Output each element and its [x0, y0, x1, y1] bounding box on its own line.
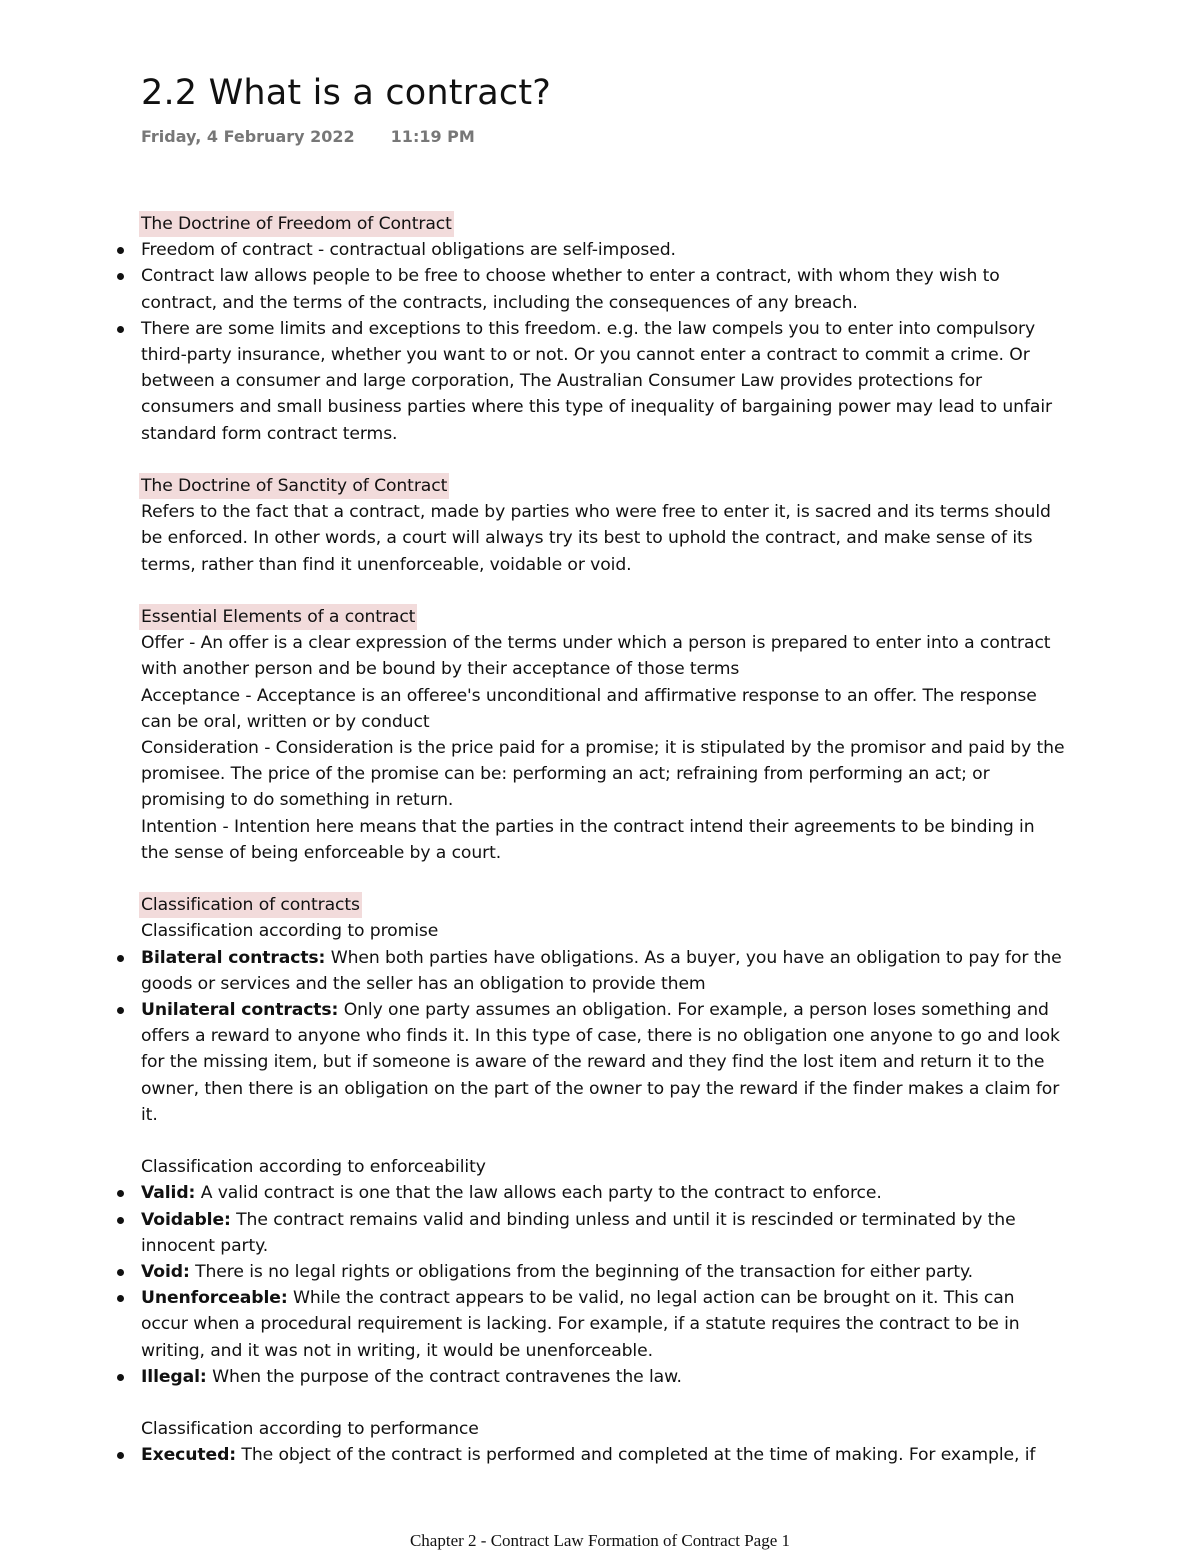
- paragraph: Refers to the fact that a contract, made by parties who were free to enter it, is sacred and its terms should be enforced. In other words, a court will always try its best to uphold the contract, and make sense of its terms, rather than find it unenforceable, voidable or void.: [141, 502, 1051, 575]
- definition: The object of the contract is performed and completed at the time of making. For example, if: [236, 1445, 1036, 1466]
- list-item: There are some limits and exceptions to this freedom. e.g. the law compels you to enter into compulsory third-party insurance, whether you want to or not. Or you cannot enter a contract to commit a crime. Or between a consumer and large corporation, The Australian Consumer Law provides protections for consumers and small business parties where this type of inequality of bargaining power may lead to unfair standard form contract terms.: [141, 316, 1066, 447]
- list-item: Freedom of contract - contractual obligations are self-imposed.: [141, 237, 1066, 263]
- note-date: Friday, 4 February 2022: [141, 127, 355, 146]
- bullet-list: [141, 945, 1066, 1128]
- note-body: [141, 211, 1066, 1469]
- subheading: Classification according to enforceability: [141, 1157, 486, 1178]
- term: Voidable:: [141, 1209, 231, 1230]
- section-heading: Essential Elements of a contract: [139, 604, 417, 630]
- term: Executed:: [141, 1445, 237, 1466]
- list-item: Contract law allows people to be free to choose whether to enter a contract, with whom they wish to contract, and the terms of the contracts, including the consequences of any breach.: [141, 263, 1066, 315]
- section-heading: The Doctrine of Sanctity of Contract: [139, 473, 449, 499]
- paragraph-acceptance: Acceptance - Acceptance is an offeree's unconditional and affirmative response to an offer. The response can be oral, written or by conduct: [141, 685, 1037, 732]
- section-enforceability: [141, 1154, 1066, 1390]
- list-item: [141, 1207, 1066, 1259]
- term: Void:: [141, 1262, 190, 1283]
- section-performance: [141, 1416, 1066, 1468]
- definition: There is no legal rights or obligations from the beginning of the transaction for either party.: [189, 1262, 974, 1283]
- section-elements: [141, 604, 1066, 866]
- term: Illegal:: [141, 1366, 207, 1387]
- list-item: [141, 1364, 1066, 1390]
- term: Unenforceable:: [141, 1288, 288, 1309]
- list-item: [141, 1285, 1066, 1364]
- page-footer: Chapter 2 - Contract Law Formation of Contract Page 1: [409, 1531, 791, 1550]
- term: Unilateral contracts:: [141, 1000, 339, 1021]
- bullet-list: [141, 1180, 1066, 1390]
- section-heading: The Doctrine of Freedom of Contract: [139, 211, 454, 237]
- definition: When the purpose of the contract contravenes the law.: [206, 1366, 682, 1387]
- list-item: [141, 1442, 1066, 1468]
- note-time: 11:19 PM: [390, 127, 475, 146]
- section-freedom: [141, 211, 1066, 447]
- bullet-list: [141, 1442, 1066, 1468]
- subheading: Classification according to promise: [141, 921, 439, 942]
- definition: When both parties have obligations. As a buyer, you have an obligation to pay for the goods or services and the seller has an obligation to provide them: [141, 947, 1062, 994]
- term: Valid:: [141, 1183, 196, 1204]
- note-metadata: [141, 127, 475, 146]
- definition: Only one party assumes an obligation. For example, a person loses something and offers a reward to anyone who finds it. In this type of case, there is no obligation one anyone to go and look for the missing item, but if someone is aware of the reward and they find the lost item and return it to the owner, then there is an obligation on the part of the owner to pay the reward if the finder makes a claim for it.: [141, 1000, 1060, 1125]
- list-item: [141, 1180, 1066, 1206]
- page-title: 2.2 What is a contract?: [141, 73, 552, 113]
- definition: A valid contract is one that the law allows each party to the contract to enforce.: [195, 1183, 882, 1204]
- paragraph-offer: Offer - An offer is a clear expression of the terms under which a person is prepared to enter into a contract with another person and be bound by their acceptance of those terms: [141, 633, 1051, 680]
- section-heading: Classification of contracts: [139, 892, 362, 918]
- subheading: Classification according to performance: [141, 1419, 479, 1440]
- paragraph-intention: Intention - Intention here means that the parties in the contract intend their agreements to be binding in the sense of being enforceable by a court.: [141, 816, 1035, 863]
- term: Bilateral contracts:: [141, 947, 326, 968]
- definition: While the contract appears to be valid, no legal action can be brought on it. This can occur when a procedural requirement is lacking. For example, if a statute requires the contract to be in writing, and it was not in writing, it would be unenforceable.: [141, 1288, 1020, 1361]
- definition: The contract remains valid and binding unless and until it is rescinded or terminated by the innocent party.: [141, 1209, 1016, 1256]
- list-item: [141, 997, 1066, 1128]
- list-item: [141, 1259, 1066, 1285]
- list-item: [141, 945, 1066, 997]
- bullet-list: [141, 237, 1066, 447]
- section-sanctity: [141, 473, 1066, 578]
- section-classification: [141, 892, 1066, 1128]
- paragraph-consideration: Consideration - Consideration is the price paid for a promise; it is stipulated by the promisor and paid by the promisee. The price of the promise can be: performing an act; refraining from performing an act; or promising to do something in return.: [141, 738, 1065, 811]
